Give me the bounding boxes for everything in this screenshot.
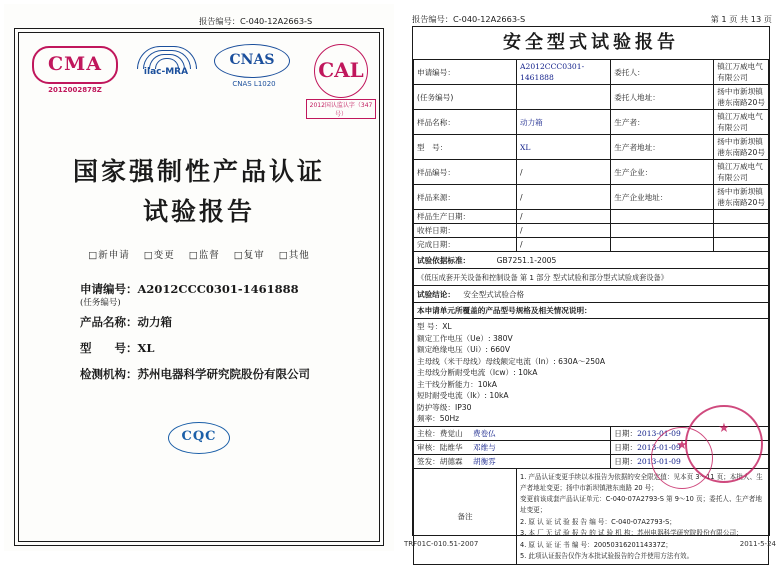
row-value-client: 镇江万威电气有限公司 bbox=[714, 60, 769, 85]
row-value-task-no bbox=[517, 85, 611, 110]
ilac-arcs-icon bbox=[136, 44, 196, 68]
right-header bbox=[412, 14, 772, 25]
cma-mark-logo bbox=[32, 46, 118, 84]
table-row bbox=[414, 110, 769, 135]
footer-form-code: TRF01C-010.51-2007 bbox=[404, 540, 479, 548]
cal-mark bbox=[306, 44, 376, 120]
signature-reviewer bbox=[414, 440, 611, 454]
standard-name-row bbox=[414, 269, 769, 286]
cover-field-product-name-value: 动力箱 bbox=[137, 315, 172, 329]
remark-item-5: 4. 原 认 证 证 书 编 号：2005031620114337Z； bbox=[520, 540, 672, 549]
row-label-task-no: (任务编号) bbox=[414, 85, 517, 110]
signature-issuer bbox=[414, 454, 611, 468]
checkbox-review[interactable]: □复审 bbox=[233, 250, 265, 261]
signature-tester-name: 费觉山 bbox=[439, 428, 463, 438]
conclusion-row bbox=[414, 286, 769, 303]
signature-tester-date-label: 日期： bbox=[614, 428, 638, 438]
checkbox-other[interactable]: □其他 bbox=[278, 250, 310, 261]
cover-field-lab-label: 检测机构： bbox=[80, 367, 138, 381]
spec-line-in: 主母线（米干母线）母线额定电流（In）: 630A～250A bbox=[417, 356, 606, 366]
cover-field-model bbox=[80, 335, 380, 361]
cover-field-application-no-label: 申请编号： bbox=[80, 282, 138, 296]
cqc-seal bbox=[4, 422, 394, 454]
checkbox-change[interactable]: □变更 bbox=[143, 250, 175, 261]
remark-item-3: 2. 原 认 证 试 验 报 告 编 号：C-040-07A2793-S； bbox=[520, 517, 676, 526]
cnas-mark bbox=[214, 44, 294, 88]
remark-item-2: 变更前该成套产品认证单元：C-040-07A2793-S 第 9～10 页；委托人、生产者地址变更； bbox=[520, 495, 762, 514]
spec-line-ip: 防护等级：IP30 bbox=[417, 402, 472, 412]
row-blank-3 bbox=[611, 224, 714, 238]
conclusion-cell bbox=[414, 286, 769, 303]
cma-mark bbox=[32, 46, 118, 94]
certification-stamp bbox=[651, 427, 713, 489]
table-row bbox=[414, 238, 769, 252]
row-value-complete-date: / bbox=[517, 238, 611, 252]
accreditation-marks bbox=[28, 44, 373, 118]
spec-line-breaking: 主干线分断能力：10kA bbox=[417, 379, 498, 389]
table-row bbox=[414, 60, 769, 85]
right-report-number-label: 报告编号： bbox=[412, 14, 453, 24]
row-label-complete-date: 完成日期： bbox=[414, 238, 517, 252]
remarks-label: 备注 bbox=[414, 468, 517, 564]
report-table bbox=[413, 59, 769, 565]
row-label-sample-no: 样品编号： bbox=[414, 160, 517, 185]
spec-line-freq: 频率：50Hz bbox=[417, 414, 460, 423]
row-label-client: 委托人： bbox=[611, 60, 714, 85]
spec-line-ue: 额定工作电压（Ue）: 380V bbox=[417, 333, 513, 343]
cover-field-lab bbox=[80, 361, 380, 387]
ilac-mra-mark-text: ilac-MRA bbox=[143, 67, 189, 77]
table-row bbox=[414, 160, 769, 185]
signature-reviewer-role: 审核： bbox=[417, 442, 440, 452]
signature-issuer-date-label: 日期： bbox=[614, 456, 638, 466]
spec-line-ik: 短时耐受电流（Ik）: 10kA bbox=[417, 391, 509, 400]
row-value-manufacturer: 镇江万威电气有限公司 bbox=[714, 110, 769, 135]
page-info: 第 1 页 共 13 页 bbox=[710, 14, 772, 24]
cma-mark-caption: 2012002878Z bbox=[48, 86, 102, 94]
checkbox-supervision[interactable]: □监督 bbox=[188, 250, 220, 261]
application-type-checkboxes bbox=[4, 247, 394, 261]
row-blank-4 bbox=[714, 224, 769, 238]
right-report-number-value: C-040-12A2663-S bbox=[452, 14, 526, 24]
right-report-number bbox=[412, 14, 525, 25]
standard-value: GB7251.1-2005 bbox=[496, 255, 557, 265]
row-label-text: 申请编号： bbox=[417, 67, 455, 77]
cover-field-application-no-value: A2012CCC0301-1461888 bbox=[137, 282, 299, 296]
left-cover-sheet bbox=[4, 4, 394, 551]
standard-name: 《低压成套开关设备和控制设备 第 1 部分 型式试验和部分型式试验成套设备》 bbox=[414, 269, 769, 286]
remark-item-1: 1. 产品认证变更手续以本报告为依据的安全限定值：见本页 3～11 页；本批人、生产者地址变更；扬中市新坝镇港东南路 20 号； bbox=[520, 472, 763, 492]
cnas-mark-text: CNAS bbox=[229, 52, 275, 68]
table-row bbox=[414, 224, 769, 238]
cover-title bbox=[4, 152, 394, 232]
row-value-manufacturer-address: 扬中市新坝镇港东南路20号 bbox=[714, 135, 769, 160]
report-title: 安全型式试验报告 bbox=[413, 27, 769, 60]
signature-reviewer-sign: 邓维与 bbox=[472, 442, 496, 452]
signature-reviewer-name: 陆维华 bbox=[439, 442, 463, 452]
cal-mark-caption: 2012国认监认字（347号） bbox=[306, 99, 376, 119]
cover-field-model-value: XL bbox=[137, 341, 155, 355]
row-value-factory-address: 扬中市新坝镇港东南路20号 bbox=[714, 185, 769, 210]
signature-issuer-sign: 胡衡雰 bbox=[472, 456, 496, 466]
cnas-mark-logo bbox=[214, 44, 290, 78]
cal-mark-text: CAL bbox=[318, 58, 364, 82]
row-label-receive-date: 收样日期： bbox=[414, 224, 517, 238]
row-value-production-date: / bbox=[517, 210, 611, 224]
stamp-star-icon-2: ★ bbox=[676, 438, 688, 453]
spec-line-ui: 额定绝缘电压（Ui）: 660V bbox=[417, 345, 511, 354]
left-report-number-value: C-040-12A2663-S bbox=[239, 16, 313, 26]
signature-reviewer-date-value: 2013-01-09 bbox=[637, 442, 681, 452]
footer-date: 2011-5-24 bbox=[739, 540, 776, 548]
row-value-client-address: 扬中市新坝镇港东南路20号 bbox=[714, 85, 769, 110]
row-value-factory: 镇江万威电气有限公司 bbox=[714, 160, 769, 185]
row-label-application-no bbox=[414, 60, 517, 85]
signature-issuer-role: 签发： bbox=[417, 456, 440, 466]
row-label-sample-source: 样品来源： bbox=[414, 185, 517, 210]
table-row bbox=[414, 210, 769, 224]
spec-line-icw: 主母线分断耐受电流（Icw）: 10kA bbox=[417, 368, 538, 377]
page-footer bbox=[404, 540, 776, 548]
row-value-sample-name: 动力箱 bbox=[517, 110, 611, 135]
conclusion-label: 试验结论： bbox=[417, 289, 455, 299]
checkbox-new-application[interactable]: □新申请 bbox=[88, 250, 130, 261]
cover-title-line1: 国家强制性产品认证 bbox=[72, 157, 325, 186]
left-report-number-label: 报告编号： bbox=[199, 16, 240, 26]
cma-mark-text: CMA bbox=[48, 53, 102, 75]
signature-reviewer-date-label: 日期： bbox=[614, 442, 638, 452]
cover-field-application-no bbox=[80, 276, 380, 309]
cover-title-line2: 试验报告 bbox=[142, 197, 255, 226]
ilac-mra-mark bbox=[128, 44, 204, 82]
conclusion-value: 安全型式试验合格 bbox=[463, 289, 525, 299]
cover-field-product-name bbox=[80, 309, 380, 335]
table-row bbox=[414, 85, 769, 110]
left-report-number bbox=[199, 16, 389, 27]
cal-mark-logo bbox=[314, 44, 368, 98]
cover-field-model-label: 型 号： bbox=[80, 341, 138, 355]
row-label-production-date: 样品生产日期： bbox=[414, 210, 517, 224]
standard-cell bbox=[414, 252, 769, 269]
row-label-manufacturer: 生产者： bbox=[611, 110, 714, 135]
row-label-factory: 生产企业： bbox=[611, 160, 714, 185]
row-blank-2 bbox=[714, 210, 769, 224]
row-blank-1 bbox=[611, 210, 714, 224]
row-value-sample-no: / bbox=[517, 160, 611, 185]
signature-tester-sign: 费卷仏 bbox=[472, 428, 496, 438]
row-blank-6 bbox=[714, 238, 769, 252]
row-label-manufacturer-address: 生产者地址： bbox=[611, 135, 714, 160]
standard-row bbox=[414, 252, 769, 269]
row-label-sample-name: 样品名称： bbox=[414, 110, 517, 135]
cqc-seal-text: CQC bbox=[168, 422, 230, 454]
cover-field-lab-value: 苏州电器科学研究院股份有限公司 bbox=[137, 367, 310, 381]
signature-tester-role: 主检： bbox=[417, 428, 440, 438]
stamp-star-icon: ★ bbox=[718, 421, 730, 436]
table-row bbox=[414, 185, 769, 210]
ilac-mra-mark-logo bbox=[128, 44, 204, 82]
remarks-row bbox=[414, 468, 769, 564]
table-row bbox=[414, 135, 769, 160]
row-value-sample-source: / bbox=[517, 185, 611, 210]
signature-tester bbox=[414, 426, 611, 440]
cover-field-product-name-label: 产品名称： bbox=[80, 315, 138, 329]
spec-title: 本申请单元所覆盖的产品型号规格及相关情况说明： bbox=[414, 303, 769, 319]
remark-item-6: 5. 此项认证报告仅作为本批试验报告的合并使用方法有效。 bbox=[520, 552, 694, 560]
right-report-sheet bbox=[404, 4, 776, 560]
row-label-model: 型 号： bbox=[414, 135, 517, 160]
row-blank-5 bbox=[611, 238, 714, 252]
signature-issuer-date-value: 2013-01-09 bbox=[637, 456, 681, 466]
spec-title-row bbox=[414, 303, 769, 319]
cover-fields bbox=[80, 276, 380, 387]
row-value-receive-date: / bbox=[517, 224, 611, 238]
row-value-application-no: A2012CCC0301-1461888 bbox=[517, 60, 611, 85]
row-value-model: XL bbox=[517, 135, 611, 160]
cover-field-application-no-sub: (任务编号) bbox=[80, 298, 121, 308]
signature-issuer-name: 胡德霖 bbox=[439, 456, 463, 466]
spec-line-model: 型 号：XL bbox=[417, 322, 452, 331]
remark-item-4: 3. 本 厂 无 试 验 报 告 的 试 验 机 构：苏州电器科学研究院股份有限公司； bbox=[520, 529, 743, 537]
row-label-client-address: 委托人地址： bbox=[611, 85, 714, 110]
standard-label: 试验依据标准： bbox=[417, 255, 471, 265]
cnas-mark-caption: CNAS L1020 bbox=[232, 80, 276, 88]
row-label-factory-address: 生产企业地址： bbox=[611, 185, 714, 210]
signature-tester-date-value: 2013-01-09 bbox=[637, 428, 681, 438]
